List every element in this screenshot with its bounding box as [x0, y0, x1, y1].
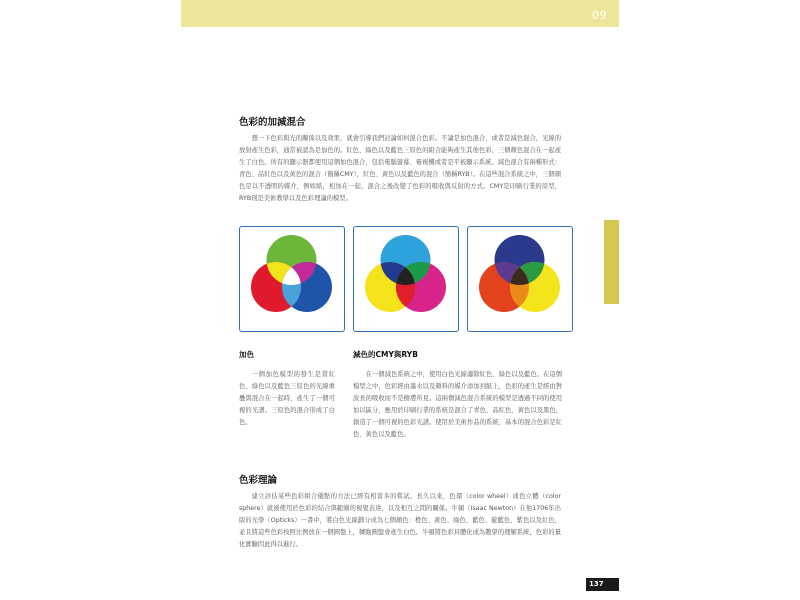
page-number: 137: [589, 580, 604, 588]
column-title-subtractive: 減色的CMY與RYB: [353, 350, 418, 359]
side-thumb-tab: [604, 220, 619, 304]
diagram-rgb-additive: [239, 226, 345, 332]
venn-cmy-graphic: [354, 227, 457, 330]
venn-ryb-graphic: [468, 227, 571, 330]
diagram-ryb-subtractive: [467, 226, 573, 332]
section-title-color-theory: 色彩理論: [239, 475, 278, 486]
chapter-number: 09: [592, 9, 607, 22]
section-title-mixing: 色彩的加減混合: [239, 117, 306, 128]
paragraph-mixing: 想一下色彩與光的關係以及效果，就會引導我們討論如何混合色彩。不論是加色混合，或者是減色混合，光線的放射產生色彩，通常被認為是加色的。紅色、綠色以及藍色三原色的組合能夠產生其他色彩，三個顏色混合在一起產生了白色。所有的顯示器都使用這個加色混合，包括電腦螢幕、電視機或者是平板顯示系統。減色混合有兩種形式：青色、品紅色以及黃色的混合（簡稱CMY），紅色、黃色以及藍色的混合（簡稱RYB）。在這些混合系統之中，三個顏色是以不透明的媒介，例如紙，相加在一起，混合之後改變了色彩的吸收與反射的方式。CMY是印刷行業的原型，RYB則是美術教學以及色彩理論的模型。: [239, 135, 561, 202]
venn-rgb-graphic: [240, 227, 343, 330]
header-band: [181, 0, 619, 27]
paragraph-subtractive: 在一個減色系統之中，使用白色光線濾除紅色、綠色以及藍色。在這個模型之中，色彩經由墨水以及顏料的媒介添加到紙上，色彩的產生是經由對波長的吸收而不是樹膚所見。這兩個減色混合系統的模型是透過不同的使用加以區分，應用於印刷行業的系統是混合了青色、品紅色、黃色以及黑色，創造了一個可視的色彩光譜。使用於美術作品的系統，基本的混合色彩是紅色、黃色以及藍色。: [353, 371, 562, 438]
column-title-additive: 加色: [239, 350, 254, 359]
paragraph-color-theory: 建立評估某些色彩組合優點的方法已經有相當多的嘗試。長久以來，色環（color wheel）或色立體（color sphere）就被使用於色彩的結合與範圍的視覺表達，以及相互之間的關係。牛頓（Isaac Newton）在他1706年出版的光學（Opticks）一書中，將白色光線劃分成為七個顏色：橙色、黃色、綠色、藍色、靛藍色、紫色以及紅色，並且將這些色彩按照比例放在一個圓盤上，轉動圓盤會產生白色。牛頓將色彩具體化成為數學的理解系統，色彩的量化實驗因此得以進行。: [239, 493, 561, 548]
diagram-cmy-subtractive: [353, 226, 459, 332]
page-number-badge: [586, 578, 619, 591]
paragraph-additive: 一個加色模型的發生是當紅色、綠色以及藍色三原色的光線重疊與混合在一起時，產生了一個可視的光譜。三原色的混合形成了白色。: [239, 371, 335, 426]
